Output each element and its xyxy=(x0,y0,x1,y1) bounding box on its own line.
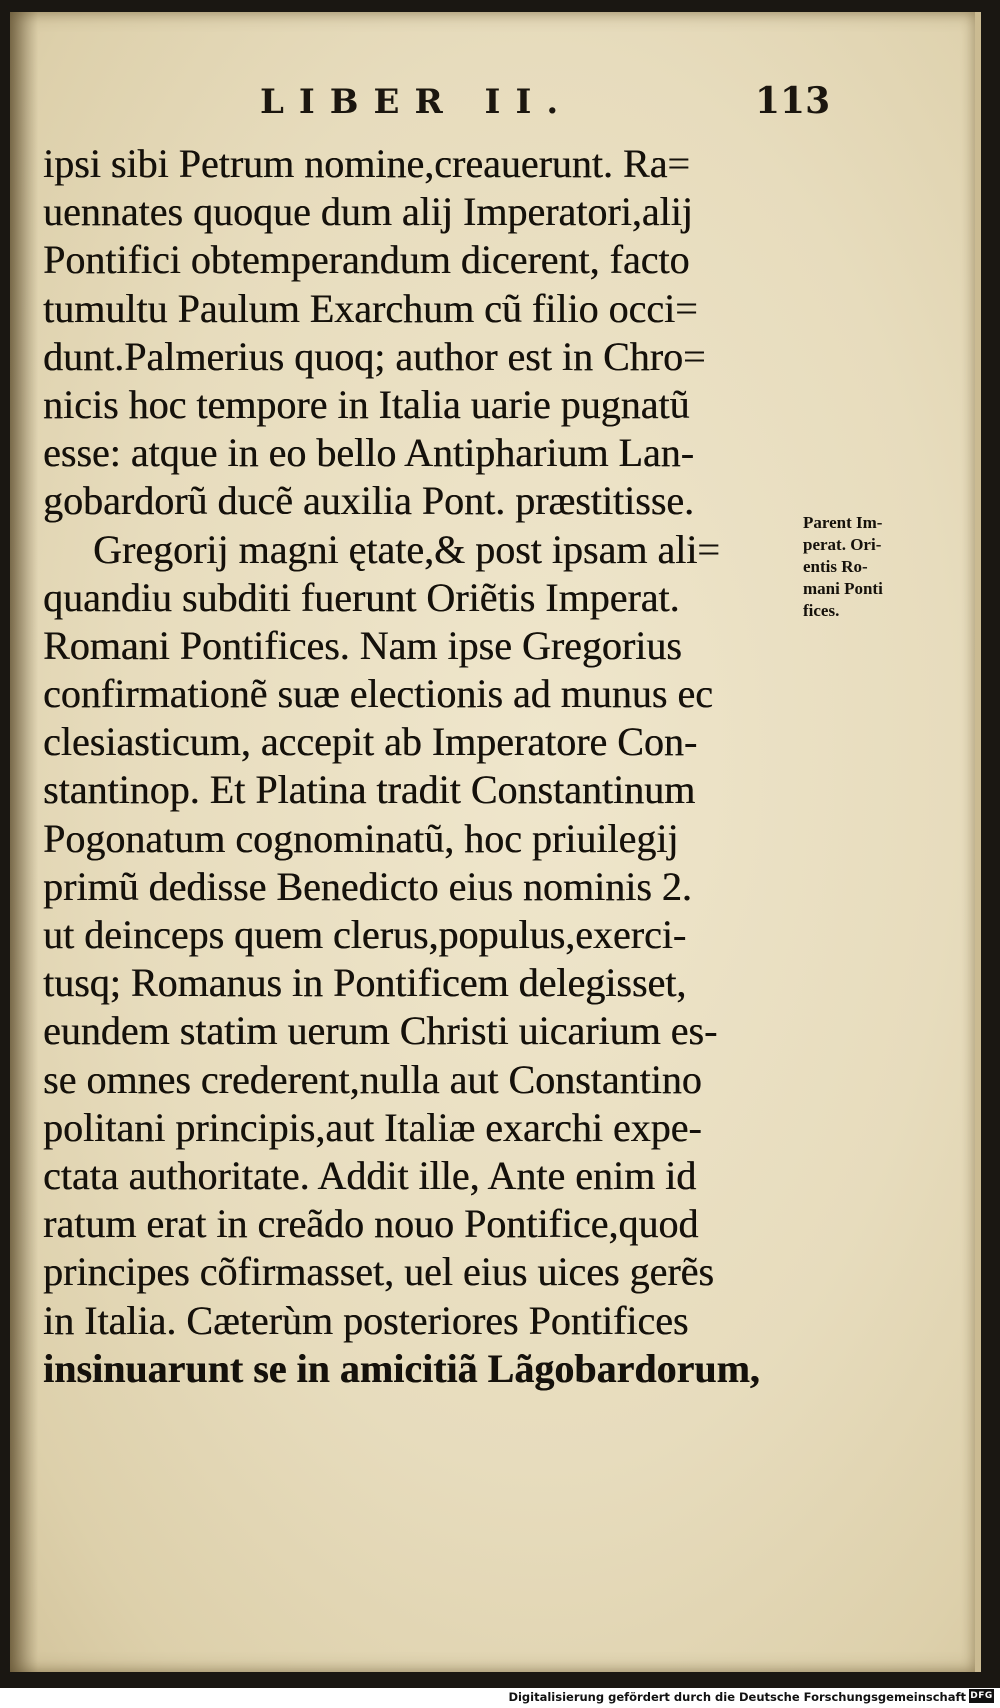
text-line: primũ dedisse Benedicto eius nominis 2. xyxy=(43,863,692,909)
marginal-note-line: entis Ro- xyxy=(803,557,868,576)
text-line: nicis hoc tempore in Italia uarie pugnatũ xyxy=(43,381,690,427)
main-text-block xyxy=(43,140,823,1393)
text-line: Pogonatum cognominatũ, hoc priuilegij xyxy=(43,815,679,861)
text-line: stantinop. Et Platina tradit Constantinum xyxy=(43,767,696,813)
text-line: ratum erat in creãdo nouo Pontifice,quod xyxy=(43,1201,699,1247)
running-head: LIBER II. xyxy=(260,82,574,122)
text-line: Pontifici obtemperandum dicerent, facto xyxy=(43,237,690,283)
text-line: clesiasticum, accepit ab Imperatore Con- xyxy=(43,719,698,765)
text-line: tumultu Paulum Exarchum cũ filio occi= xyxy=(43,285,698,331)
text-line: dunt.Palmerius quoq; author est in Chro= xyxy=(43,333,706,379)
text-line: ut deinceps quem clerus,populus,exerci- xyxy=(43,912,687,957)
text-line: ipsi sibi Petrum nomine,creauerunt. Ra= xyxy=(43,141,690,186)
text-line: Romani Pontifices. Nam ipse Gregorius xyxy=(43,622,682,668)
paragraph-start-line: Gregorij magni ętate,& post ipsam ali= xyxy=(93,526,720,572)
text-line: principes cõfirmasset, uel eius uices gerẽs xyxy=(43,1249,714,1295)
dfg-logo: DFG xyxy=(970,1691,993,1701)
text-line: tusq; Romanus in Pontificem delegisset, xyxy=(43,960,687,1006)
text-line: politani principis,aut Italiæ exarchi expe- xyxy=(43,1104,702,1150)
text-line: eundem statim uerum Christi uicarium es- xyxy=(43,1008,718,1054)
page-header xyxy=(10,82,975,132)
marginal-note-line: Parent Im- xyxy=(803,513,883,532)
page-number: 113 xyxy=(755,80,831,122)
text-line: confirmationẽ suæ electionis ad munus ec xyxy=(43,671,713,717)
marginal-note xyxy=(803,512,933,622)
text-line: insinuarunt se in amicitiã Lãgobardorum, xyxy=(43,1345,760,1391)
marginal-note-line: fices. xyxy=(803,601,840,620)
text-line: esse: atque in eo bello Antipharium Lan- xyxy=(43,430,694,476)
text-line: quandiu subditi fuerunt Oriẽtis Imperat. xyxy=(43,574,680,620)
page-gutter-shadow xyxy=(10,12,38,1672)
text-line: gobardorũ ducẽ auxilia Pont. præstitisse. xyxy=(43,478,695,524)
text-line: in Italia. Cæterùm posteriores Pontifices xyxy=(43,1297,689,1343)
book-page xyxy=(10,12,981,1672)
digitization-credit: Digitalisierung gefördert durch die Deutsche Forschungsgemeinschaft xyxy=(508,1690,966,1704)
text-line: ctata authoritate. Addit ille, Ante enim id xyxy=(43,1152,697,1198)
text-line: uennates quoque dum alij Imperatori,alij xyxy=(43,189,693,235)
marginal-note-line: perat. Ori- xyxy=(803,535,882,554)
text-line: se omnes crederent,nulla aut Constantino xyxy=(43,1056,702,1102)
marginal-note-line: mani Ponti xyxy=(803,579,883,598)
